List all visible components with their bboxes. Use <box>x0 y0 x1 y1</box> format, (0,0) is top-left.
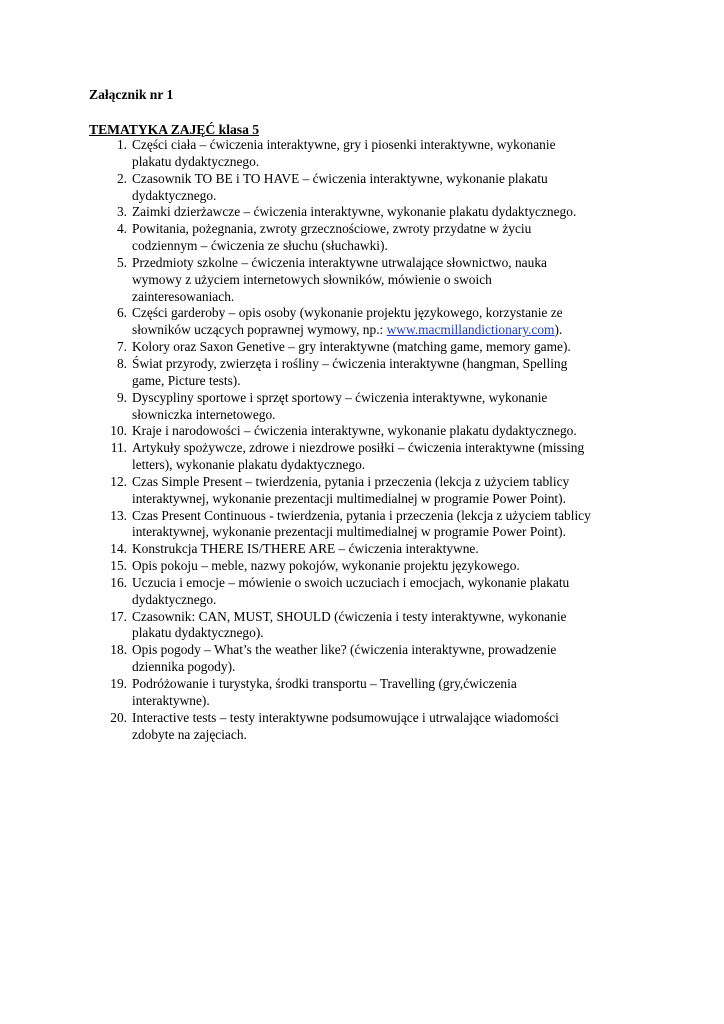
list-item-number: 8. <box>116 355 127 371</box>
list-item-number: 18. <box>110 642 127 658</box>
list-item <box>89 255 649 306</box>
list-item-number: 16. <box>110 574 127 590</box>
list-item-line: Czasownik: CAN, MUST, SHOULD (ćwiczenia i testy interaktywne, wykonanie <box>132 608 567 624</box>
topic-list <box>89 137 649 743</box>
list-item-line: zainteresowaniach. <box>132 288 235 304</box>
list-item <box>89 339 649 356</box>
list-item-text <box>129 339 649 356</box>
list-item-line: Części garderoby – opis osoby (wykonanie projektu językowego, korzystanie ze <box>132 305 563 321</box>
list-item-line: Świat przyrody, zwierzęta i rośliny – ćwiczenia interaktywne (hangman, Spelling <box>132 355 568 371</box>
list-item-number: 7. <box>116 339 127 355</box>
list-item-text <box>129 356 649 390</box>
list-item-line: interaktywnej, wykonanie prezentacji multimedialnej w programie Power Point). <box>132 490 566 506</box>
list-item-line: plakatu dydaktycznego. <box>132 153 260 169</box>
list-item <box>89 474 649 508</box>
list-item-line: dydaktycznego. <box>132 591 217 607</box>
list-item-line: Opis pokoju – meble, nazwy pokojów, wykonanie projektu językowego. <box>132 558 520 574</box>
list-item-text <box>129 137 649 171</box>
list-item-number: 1. <box>116 137 127 152</box>
list-item-text <box>129 390 649 424</box>
list-item <box>89 541 649 558</box>
list-item-number: 6. <box>116 305 127 321</box>
list-item-number: 14. <box>110 541 127 557</box>
list-item-line: codziennym – ćwiczenia ze słuchu (słuchawki). <box>132 238 388 254</box>
list-item-number: 2. <box>116 170 127 186</box>
list-item-line: Zaimki dzierżawcze – ćwiczenia interaktywne, wykonanie plakatu dydaktycznego. <box>132 204 577 220</box>
list-item <box>89 171 649 205</box>
list-item <box>89 710 649 744</box>
list-item-text <box>129 558 649 575</box>
section-title: TEMATYKA ZAJĘĆ klasa 5 <box>89 122 260 137</box>
list-item-line: interaktywne). <box>132 692 210 708</box>
list-item-line: zdobyte na zajęciach. <box>132 726 247 742</box>
list-item-text <box>129 508 649 542</box>
list-item-number: 20. <box>110 709 127 725</box>
list-item-text <box>129 171 649 205</box>
list-item-line: Przedmioty szkolne – ćwiczenia interaktywne utrwalające słownictwo, nauka <box>132 254 547 270</box>
list-item-line: dziennika pogody). <box>132 659 236 675</box>
list-item <box>89 676 649 710</box>
list-item-line: wymowy z użyciem internetowych słowników, mówienie o swoich <box>132 271 492 287</box>
list-item <box>89 137 649 171</box>
list-item-text <box>129 204 649 221</box>
list-item <box>89 642 649 676</box>
list-item-number: 11. <box>110 440 127 456</box>
list-item-text <box>129 440 649 474</box>
list-item-text <box>129 221 649 255</box>
attachment-title: Załącznik nr 1 <box>89 87 174 102</box>
list-item-number: 4. <box>116 221 127 237</box>
list-item-text <box>129 710 649 744</box>
list-item-line: Czas Present Continuous - twierdzenia, pytania i przeczenia (lekcja z użyciem tablicy <box>132 507 591 523</box>
list-item-number: 12. <box>110 473 127 489</box>
list-item-line: Interactive tests – testy interaktywne podsumowujące i utrwalające wiadomości <box>132 709 559 725</box>
list-item-number: 15. <box>110 558 127 574</box>
list-item <box>89 356 649 390</box>
list-item-line: dydaktycznego. <box>132 187 217 203</box>
list-item-number: 3. <box>116 204 127 220</box>
list-item-line: Dyscypliny sportowe i sprzęt sportowy – ćwiczenia interaktywne, wykonanie <box>132 389 548 405</box>
list-item-number: 9. <box>116 389 127 405</box>
list-item-number: 5. <box>116 254 127 270</box>
list-item-line: interaktywnej, wykonanie prezentacji multimedialnej w programie Power Point). <box>132 524 566 540</box>
dictionary-link[interactable]: www.macmillandictionary.com <box>386 322 555 338</box>
list-item-line: Części ciała – ćwiczenia interaktywne, gry i piosenki interaktywne, wykonanie <box>132 137 556 152</box>
list-item-line: plakatu dydaktycznego). <box>132 625 264 641</box>
list-item <box>89 508 649 542</box>
list-item-line: Podróżowanie i turystyka, środki transportu – Travelling (gry,ćwiczenia <box>132 676 517 691</box>
list-item <box>89 440 649 474</box>
list-item <box>89 204 649 221</box>
list-item-number: 13. <box>110 507 127 523</box>
list-item-line-suffix: ). <box>554 322 563 338</box>
list-item-line: Opis pogody – What’s the weather like? (ćwiczenia interaktywne, prowadzenie <box>132 642 557 658</box>
list-item-text <box>129 305 649 339</box>
list-item-line: słowniczka internetowego. <box>132 406 276 422</box>
list-item-text <box>129 423 649 440</box>
list-item-text <box>129 541 649 558</box>
list-item <box>89 558 649 575</box>
list-item-line-prefix: słowników uczących poprawnej wymowy, np.: <box>132 322 387 338</box>
list-item-line: Artykuły spożywcze, zdrowe i niezdrowe posiłki – ćwiczenia interaktywne (missing <box>132 440 585 456</box>
list-item <box>89 423 649 440</box>
list-item-line: Kolory oraz Saxon Genetive – gry interaktywne (matching game, memory game). <box>132 339 571 355</box>
list-item-text <box>129 676 649 710</box>
list-item <box>89 609 649 643</box>
list-item-line: game, Picture tests). <box>132 372 241 388</box>
list-item-text <box>129 642 649 676</box>
list-item-line <box>132 322 649 339</box>
list-item <box>89 575 649 609</box>
list-item-text <box>129 609 649 643</box>
list-item <box>89 390 649 424</box>
list-item-line: Kraje i narodowości – ćwiczenia interaktywne, wykonanie plakatu dydaktycznego. <box>132 423 577 439</box>
list-item-line: Uczucia i emocje – mówienie o swoich uczuciach i emocjach, wykonanie plakatu <box>132 574 570 590</box>
list-item-line: letters), wykonanie plakatu dydaktycznego. <box>132 457 366 473</box>
list-item <box>89 305 649 339</box>
list-item-line: Konstrukcja THERE IS/THERE ARE – ćwiczenia interaktywne. <box>132 541 479 557</box>
list-item-text <box>129 474 649 508</box>
list-item <box>89 221 649 255</box>
list-item-text <box>129 575 649 609</box>
list-item-number: 10. <box>110 423 127 439</box>
list-item-line: Czasownik TO BE i TO HAVE – ćwiczenia interaktywne, wykonanie plakatu <box>132 170 548 186</box>
list-item-number: 17. <box>110 608 127 624</box>
list-item-text <box>129 255 649 306</box>
list-item-line: Powitania, pożegnania, zwroty grzecznościowe, zwroty przydatne w życiu <box>132 221 532 237</box>
list-item-number: 19. <box>110 676 127 691</box>
list-item-line: Czas Simple Present – twierdzenia, pytania i przeczenia (lekcja z użyciem tablicy <box>132 473 570 489</box>
